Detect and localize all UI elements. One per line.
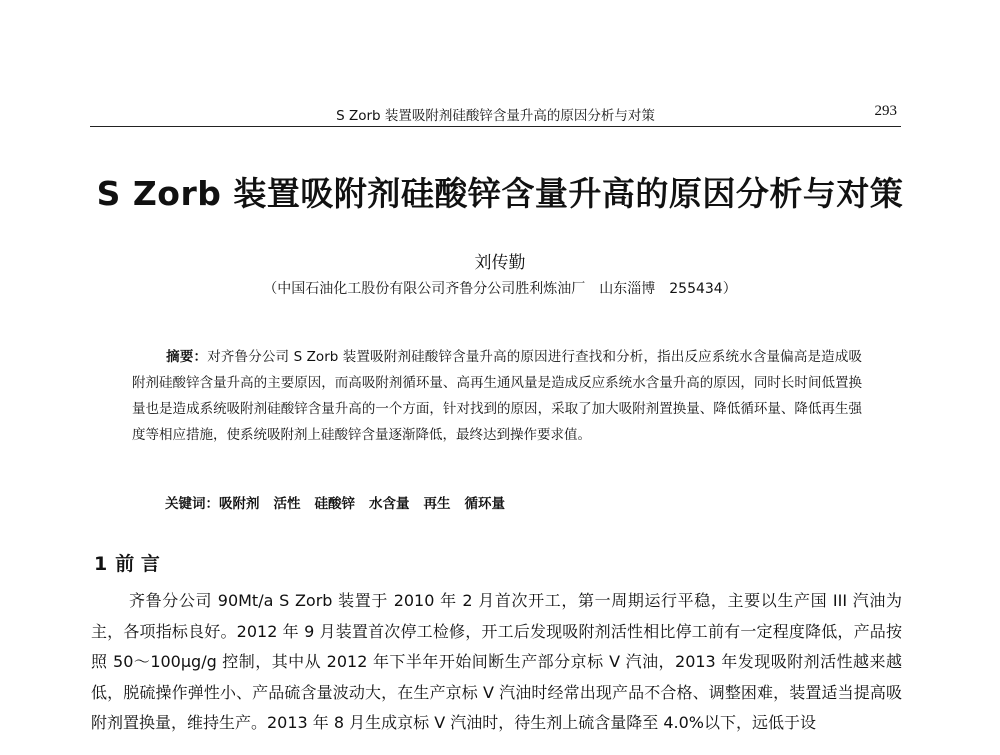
running-title: S Zorb 装置吸附剂硅酸锌含量升高的原因分析与对策 xyxy=(336,108,655,124)
keyword: 吸附剂 xyxy=(219,496,260,512)
paper-title: S Zorb 装置吸附剂硅酸锌含量升高的原因分析与对策 xyxy=(96,174,904,213)
keywords xyxy=(165,492,519,512)
abstract xyxy=(132,344,862,448)
abstract-text: 对齐鲁分公司 S Zorb 装置吸附剂硅酸锌含量升高的原因进行查找和分析，指出反应系统水含量偏高是造成吸附剂硅酸锌含量升高的主要原因，而高吸附剂循环量、高再生通风量是造成反应系统水含量升高的原因，同时长时间低置换量也是造成系统吸附剂硅酸锌含量升高的一个方面，针对找到的原因，采取了加大吸附剂置换量、降低循环量、降低再生强度等相应措施，使系统吸附剂上硅酸锌含量逐渐降低，最终达到操作要求值。 xyxy=(132,349,863,443)
keyword: 水含量 xyxy=(369,496,410,512)
abstract-label: 摘要： xyxy=(166,349,208,365)
author-affiliation: （中国石油化工股份有限公司齐鲁分公司胜利炼油厂 山东淄博 255434） xyxy=(263,281,737,297)
keyword: 活性 xyxy=(273,496,301,512)
section-heading xyxy=(94,549,160,576)
running-header xyxy=(90,100,901,127)
author-name: 刘传勤 xyxy=(474,253,526,273)
keyword: 硅酸锌 xyxy=(314,496,355,512)
page-number: 293 xyxy=(874,103,897,119)
keyword: 循环量 xyxy=(464,496,505,512)
keywords-label: 关键词： xyxy=(165,496,219,512)
section-number: 1 xyxy=(94,553,108,575)
keyword: 再生 xyxy=(423,496,451,512)
body-paragraph: 齐鲁分公司 90Mt/a S Zorb 装置于 2010 年 2 月首次开工，第一周期运行平稳，主要以生产国 III 汽油为主，各项指标良好。2012 年 9 月装置首次停工检修，开工后发现吸附剂活性相比停工前有一定程度降低，产品按照 50～100μg/g 控制，其中从 2012 年下半年开始间断生产部分京标 V 汽油，2013 年发现吸附剂活性越来越低，脱硫操作弹性小、产品硫含量波动大，在生产京标 V 汽油时经常出现产品不合格、调整困难，装置适当提高吸附剂置换量，维持生产。2013 年 8 月生成京标 V 汽油时，待生剂上硫含量降至 4.0%以下，远低于设 xyxy=(91,591,902,732)
section-title: 前 言 xyxy=(115,553,160,575)
